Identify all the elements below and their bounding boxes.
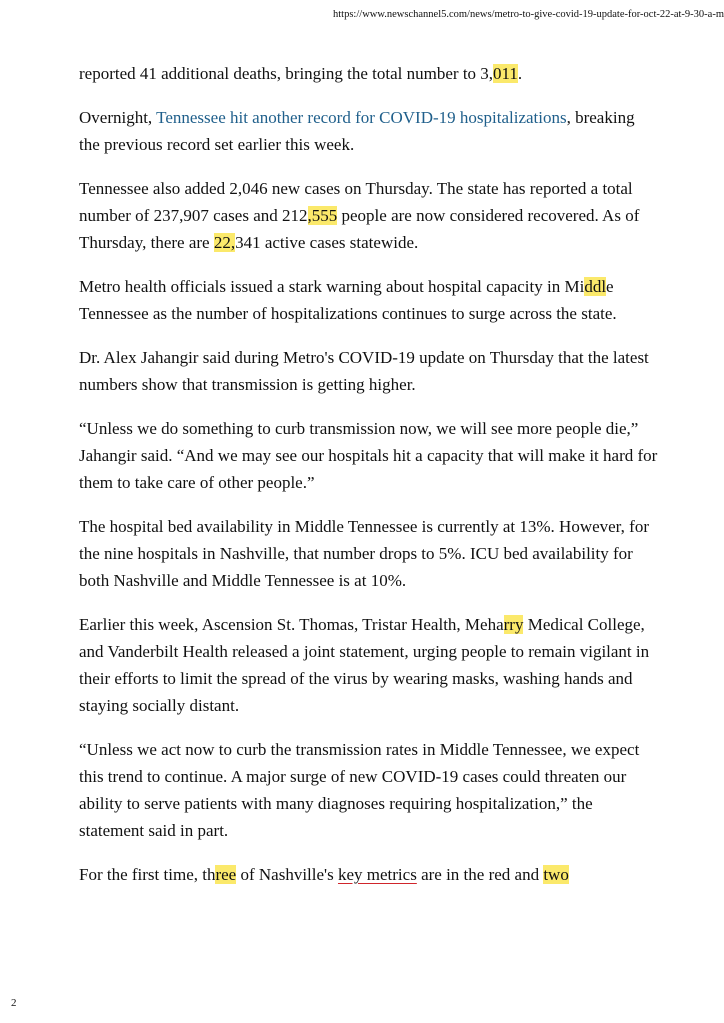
- text: Tennessee also added 2,046 new cases on Thursday. The state has reported a total number of 237,907 cases and 212: [79, 179, 633, 225]
- text: Earlier this week, Ascension St. Thomas, Tristar Health, Meha: [79, 615, 504, 634]
- text: Overnight,: [79, 108, 157, 127]
- text: Medical College, and Vanderbilt Health released a joint statement, urging people to remain vigilant in their efforts to limit the spread of the virus by wearing masks, washing hands and staying socially distant.: [79, 615, 650, 715]
- text: people are now considered recovered. As of Thursday, there are: [79, 206, 640, 252]
- highlighted-text: rry: [503, 615, 524, 634]
- article-body: [79, 60, 659, 905]
- paragraph-deaths: [79, 60, 659, 87]
- hospitalization-record-link[interactable]: Tennessee hit another record for COVID-19 hospitalizations: [156, 108, 567, 127]
- text: are in the red and: [416, 865, 544, 884]
- text: e Tennessee as the number of hospitalizations continues to surge across the state.: [79, 277, 617, 323]
- page-number: 2: [11, 997, 17, 1009]
- text: 341 active cases statewide.: [235, 233, 419, 252]
- text: .: [517, 64, 523, 83]
- highlighted-text: ,555: [307, 206, 338, 225]
- highlighted-text: 22,: [213, 233, 236, 252]
- key-metrics-underlined: key metrics: [337, 865, 417, 884]
- paragraph-quote-jahangir: “Unless we do something to curb transmission now, we will see more people die,” Jahangir said. “And we may see our hospitals hit a capacity that will make it hard for them to take care of other people.”: [79, 419, 658, 492]
- paragraph-joint-statement: [79, 611, 659, 719]
- paragraph-bed-availability: The hospital bed availability in Middle Tennessee is currently at 13%. However, for the nine hospitals in Nashville, that number drops to 5%. ICU bed availability for both Nashville and Middle Tennessee is at 10%.: [79, 517, 649, 590]
- highlighted-text: two: [543, 865, 569, 884]
- page-url-header: https://www.newschannel5.com/news/metro-to-give-covid-19-update-for-oct-22-at-9-30-a-m: [333, 9, 724, 20]
- text: reported 41 additional deaths, bringing the total number to 3,: [79, 64, 494, 83]
- paragraph-cases: [79, 175, 659, 256]
- paragraph-jahangir: Dr. Alex Jahangir said during Metro's COVID-19 update on Thursday that the latest numbers show that transmission is getting higher.: [79, 348, 649, 394]
- text: Metro health officials issued a stark warning about hospital capacity in Mi: [79, 277, 585, 296]
- highlighted-text: ree: [215, 865, 237, 884]
- highlighted-text: 011: [493, 64, 518, 83]
- paragraph-warning: [79, 273, 659, 327]
- text: , breaking the previous record set earlier this week.: [79, 108, 635, 154]
- text: For the first time, th: [79, 865, 216, 884]
- paragraph-key-metrics: [79, 861, 659, 888]
- text: of Nashville's: [236, 865, 338, 884]
- paragraph-statement-quote: “Unless we act now to curb the transmission rates in Middle Tennessee, we expect this trend to continue. A major surge of new COVID-19 cases could threaten our ability to serve patients with many diagnoses requiring hospitalization,” the statement said in part.: [79, 740, 640, 840]
- highlighted-text: ddl: [584, 277, 607, 296]
- paragraph-record: [79, 104, 659, 158]
